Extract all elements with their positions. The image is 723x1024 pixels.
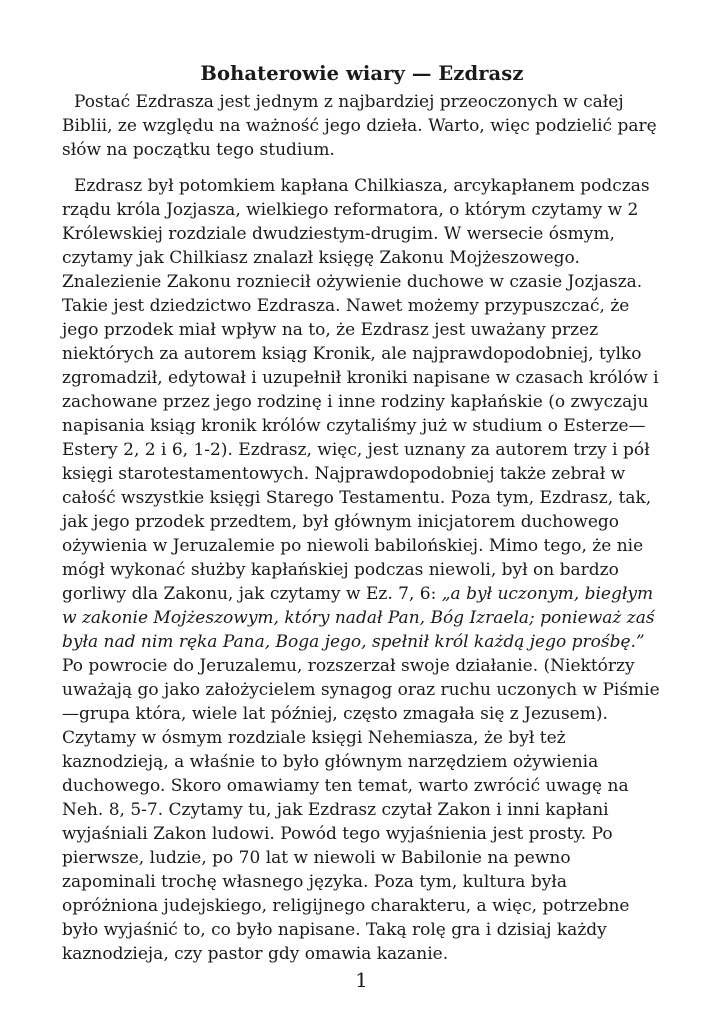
- document-title: Bohaterowie wiary — Ezdrasz: [200, 62, 524, 85]
- scripture-quote: „a był uczonym, biegłym w zakonie Mojżeszowym, który nadał Pan, Bóg Izraela; ponieważ zaś była nad nim ręka Pana, Boga jego, spełnił król każdą jego prośbę.”: [62, 584, 655, 652]
- paragraph-intro: [62, 90, 662, 162]
- paragraph-intro-text: Postać Ezdrasza jest jednym z najbardziej przeoczonych w całej Biblii, ze względu na ważność jego dzieła. Warto, więc podzielić parę słów na początku tego studium.: [62, 92, 657, 160]
- paragraph-main-text-after-quote: Po powrocie do Jeruzalemu, rozszerzał swoje działanie. (Niektórzy uważają go jako założycielem synagog oraz ruchu uczonych w Piśmie—grupa która, wiele lat później, często zmagała się z Jezusem). Czytamy w ósmym rozdziale księgi Nehemiasza, że był też kaznodzieją, a właśnie to było głównym narzędziem ożywienia duchowego. Skoro omawiamy ten temat, warto zwrócić uwagę na Neh. 8, 5-7. Czytamy tu, jak Ezdrasz czytał Zakon i inni kapłani wyjaśniali Zakon ludowi. Powód tego wyjaśnienia jest prosty. Po pierwsze, ludzie, po 70 lat w niewoli w Babilonie na pewno zapominali trochę własnego języka. Poza tym, kultura była opróżniona judejskiego, religijnego charakteru, a więc, potrzebne było wyjaśnić to, co było napisane. Taką rolę gra i dzisiaj każdy kaznodzieja, czy pastor gdy omawia kazanie.: [62, 656, 660, 964]
- paragraph-main: [62, 174, 662, 966]
- page-number: 1: [355, 968, 368, 992]
- document-page: [62, 58, 662, 978]
- paragraph-main-text-before-quote: Ezdrasz był potomkiem kapłana Chilkiasza, arcykapłanem podczas rządu króla Jozjasza, wielkiego reformatora, o którym czytamy w 2 Królewskiej rozdziale dwudziestym-drugim. W wersecie ósmym, czytamy jak Chilkiasz znalazł księgę Zakonu Mojżeszowego. Znalezienie Zakonu rozniecił ożywienie duchowe w czasie Jozjasza. Takie jest dziedzictwo Ezdrasza. Nawet możemy przypuszczać, że jego przodek miał wpływ na to, że Ezdrasz jest uważany przez niektórych za autorem ksiąg Kronik, ale najprawdopodobniej, tylko zgromadził, edytował i uzupełnił kroniki napisane w czasach królów i zachowane przez jego rodzinę i inne rodziny kapłańskie (o zwyczaju napisania ksiąg kronik królów czytaliśmy już w studium o Esterze—Estery 2, 2 i 6, 1-2). Ezdrasz, więc, jest uznany za autorem trzy i pół księgi starotestamentowych. Najprawdopodobniej także zebrał w całość wszystkie księgi Starego Testamentu. Poza tym, Ezdrasz, tak, jak jego przodek przedtem, był głównym inicjatorem duchowego ożywienia w Jeruzalemie po niewoli babilońskiej. Mimo tego, że nie mógł wykonać służby kapłańskiej podczas niewoli, był on bardzo gorliwy dla Zakonu, jak czytamy w Ez. 7, 6:: [62, 176, 659, 604]
